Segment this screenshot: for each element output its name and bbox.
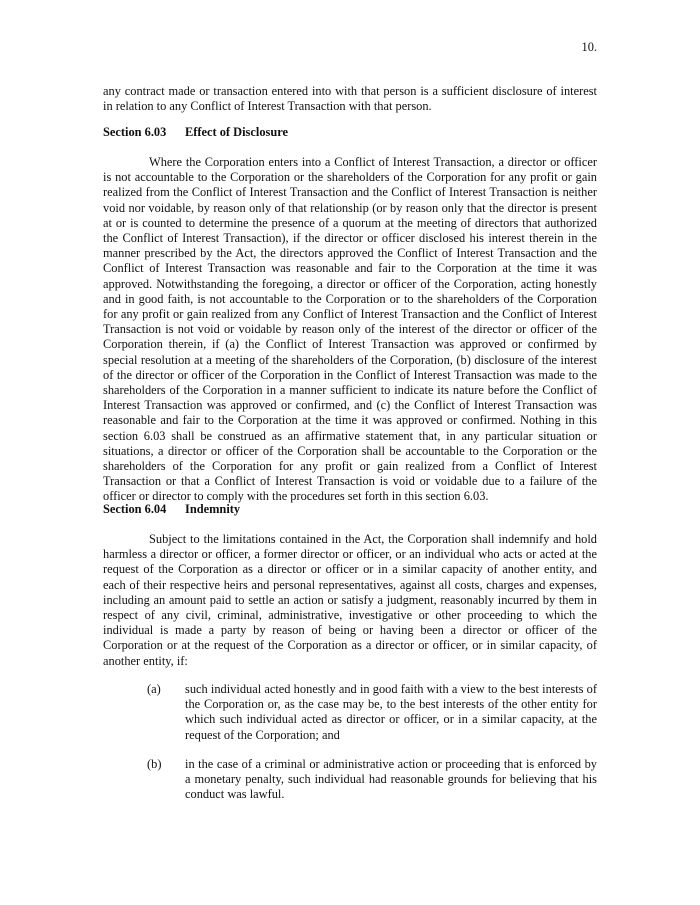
section-6-03-body: Where the Corporation enters into a Conflict of Interest Transaction, a director or officer is not accountable to the Corporation or the shareholders of the Corporation for any profit or gain realized from the Conflict of Interest Transaction and the Conflict of Interest Transaction is neither void nor voidable, by reason only of that relationship (or by reason only that the director is present at or is counted to determine the presence of a quorum at the meeting of directors that authorized the Conflict of Interest Transaction), if the director or officer disclosed his interest therein in the manner prescribed by the Act, the directors approved the Conflict of Interest Transaction and the Conflict of Interest Transaction was reasonable and fair to the Corporation at the time it was approved. Notwithstanding the foregoing, a director or officer of the Corporation, acting honestly and in good faith, is not accountable to the Corporation or to the shareholders of the Corporation for any profit or gain realized from any Conflict of Interest Transaction and the Conflict of Interest Transaction is not void or voidable by reason only of the interest of the director or officer of the Corporation therein, if (a) the Conflict of Interest Transaction was approved or confirmed by special resolution at a meeting of the shareholders of the Corporation, (b) disclosure of the interest of the director or officer of the Corporation in the Conflict of Interest Transaction was made to the shareholders of the Corporation in a manner sufficient to indicate its nature before the Conflict of Interest Transaction was approved or confirmed, and (c) the Conflict of Interest Transaction was reasonable and fair to the Corporation at the time it was approved or confirmed. Nothing in this section 6.03 shall be construed as an affirmative statement that, in any particular situation or situations, a director or officer of the Corporation shall be accountable to the Corporation or the shareholders of the Corporation for any profit or gain realized from a Conflict of Interest Transaction or that a Conflict of Interest Transaction is void or voidable due to a failure of the officer or director to comply with the procedures set forth in this section 6.03. xyxy=(103,155,597,504)
section-6-03-heading xyxy=(103,125,288,140)
list-item-a-label: (a) xyxy=(147,682,161,696)
list-item-b-text: in the case of a criminal or administrative action or proceeding that is enforced by a monetary penalty, such individual had reasonable grounds for believing that his conduct was lawful. xyxy=(185,757,597,802)
section-6-03-number: Section 6.03 xyxy=(103,125,167,139)
intro-paragraph: any contract made or transaction entered into with that person is a sufficient disclosure of interest in relation to any Conflict of Interest Transaction with that person. xyxy=(103,84,597,114)
list-item-b-label: (b) xyxy=(147,757,162,771)
list-item-a-text: such individual acted honestly and in good faith with a view to the best interests of the Corporation or, as the case may be, to the best interests of the other entity for which such individual acted as director or officer, or in a similar capacity, at the request of the Corporation; and xyxy=(185,682,597,742)
section-6-03-title: Effect of Disclosure xyxy=(185,125,288,139)
section-6-04-body: Subject to the limitations contained in the Act, the Corporation shall indemnify and hold harmless a director or officer, a former director or officer, or an individual who acts or acted at the request of the Corporation as a director or officer or in a similar capacity of another entity, and each of their respective heirs and personal representatives, against all costs, charges and expenses, including an amount paid to settle an action or satisfy a judgment, reasonably incurred by them in respect of any civil, criminal, administrative, investigative or other proceeding to which the individual is made a party by reason of being or having been a director or officer of the Corporation or at the request of the Corporation as a director or officer, or in similar capacity, of another entity, if: xyxy=(103,532,597,668)
section-6-04-heading xyxy=(103,502,241,517)
page-number: 10. xyxy=(581,40,597,54)
section-6-04-number: Section 6.04 xyxy=(103,502,167,516)
section-6-04-title: Indemnity xyxy=(185,502,241,516)
